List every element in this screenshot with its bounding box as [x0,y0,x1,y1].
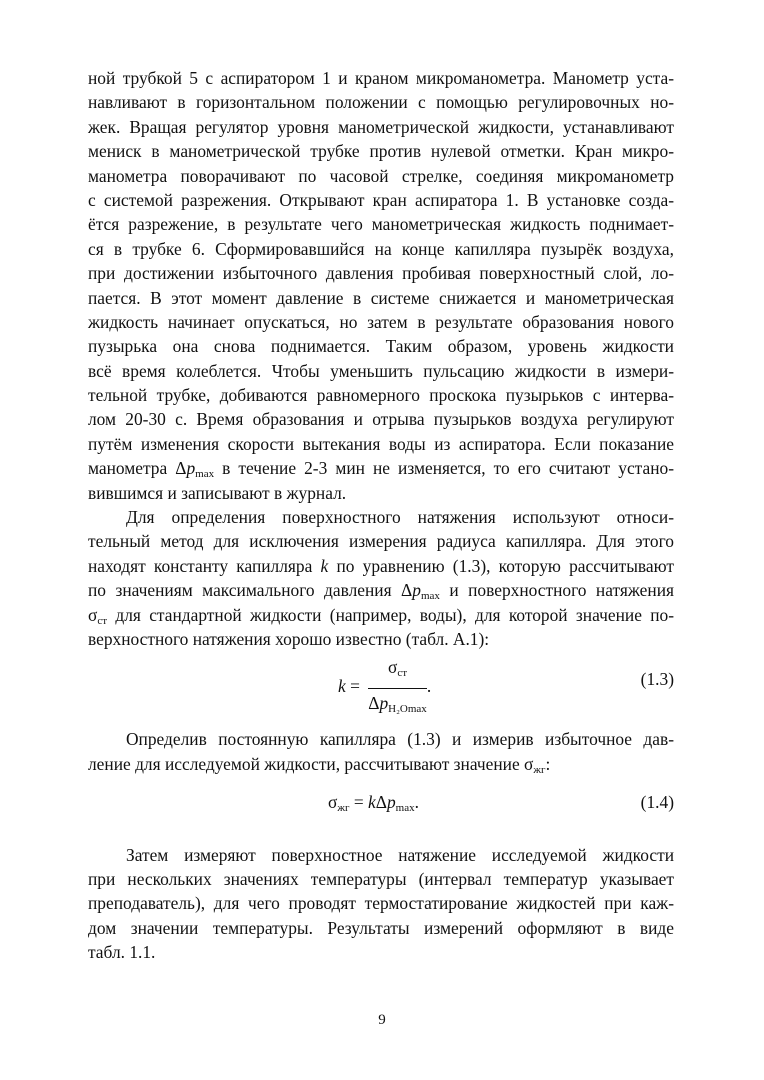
text-line: вившимся и записывают в журнал. [88,482,347,503]
text-line: навливают в горизонтальном положении с помощью регулировочных но- [88,92,674,113]
text-line: Определив постоянную капилляра (1.3) и измерив избыточное дав- [126,729,674,750]
paragraph-1 [88,66,674,505]
paragraph-4 [88,843,674,965]
text-fragment: находят константу капилляра [88,555,321,576]
fraction-numerator [368,655,427,688]
math-subscript: max [420,590,440,603]
fraction-denominator [368,689,427,721]
text-fragment: и поверхностного натяжения [439,580,674,601]
fraction [368,655,427,721]
math-punctuation: . [414,792,419,813]
text-line: Затем измеряют поверхностное натяжение исследуемой жидкости [126,844,674,865]
formula-1-4 [88,790,674,814]
text-line: с системой разрежения. Открывают кран аспиратора 1. В установке созда- [88,189,674,210]
text-line: Для определения поверхностного натяжения используют относи- [126,507,674,528]
text-line: преподаватель), для чего проводят термостатирование жидкостей при каж- [88,893,674,914]
math-subscript: H₂Omax [388,702,427,715]
text-fragment: по уравнению (1.3), которую рассчитывают [328,555,674,576]
text-line: при нескольких значениях температуры (интервал температур указывает [88,868,674,889]
text-line: табл. 1.1. [88,942,156,963]
text-line: дом значении температуры. Результаты измерений оформляют в виде [88,917,674,938]
math-symbol: Δ [368,692,380,713]
math-subscript: жг [533,763,546,776]
text-line [88,603,674,627]
text-line: при достижении избыточного давления пробивая поверхностный слой, ло- [88,263,674,284]
page-number: 9 [378,1012,386,1028]
text-line [88,456,674,480]
math-symbol: σ [328,792,338,813]
math-symbol: σ [88,604,98,625]
text-line: мениск в манометрической трубке против нулевой отметки. Кран микро- [88,141,674,162]
math-operator: = [345,676,365,697]
math-variable: p [386,792,396,813]
math-subscript: ст [97,614,108,627]
math-subscript: max [195,468,215,481]
math-variable: k [368,792,376,813]
text-line: всё время колеблется. Чтобы уменьшить пульсацию жидкости в измери- [88,360,674,381]
text-line: путём изменения скорости вытекания воды из аспиратора. Если показание [88,433,674,454]
formula-1-3 [88,651,674,721]
page-body [88,66,674,965]
text-line [88,578,674,602]
math-subscript: ст [397,667,408,680]
text-line: тельной трубке, добиваются равномерного проскока пузырьков с интерва- [88,385,674,406]
math-symbol: σ [387,657,398,678]
text-line: пузырька она снова поднимается. Таким образом, уровень жидкости [88,336,674,357]
math-symbol: Δ [375,792,387,813]
math-variable: k [320,555,329,576]
text-line: манометра поворачивают по часовой стрелке, соединяя микроманометр [88,165,674,186]
text-line: пается. В этот момент давление в системе снижается и манометрическая [88,287,674,308]
text-fragment: по значениям максимального давления Δ [88,580,413,601]
math-punctuation: . [426,676,432,697]
math-variable: k [338,676,346,697]
text-line: лом 20-30 с. Время образования и отрыва пузырьков воздуха регулируют [88,409,674,430]
text-line: жек. Вращая регулятор уровня манометрической жидкости, устанавливают [88,116,674,137]
text-line [88,554,674,578]
text-line [88,752,674,776]
paragraph-3 [88,727,674,776]
text-line: верхностного натяжения хорошо известно (табл. А.1): [88,628,490,649]
equation-number: (1.4) [640,792,674,813]
paragraph-2 [88,505,674,651]
formula-expression [338,655,431,721]
text-line: ётся разрежение, в результате чего манометрическая жидкость поднимает- [88,214,674,235]
math-variable: p [379,692,389,713]
math-subscript: жг [337,802,350,815]
text-fragment: ление для исследуемой жидкости, рассчитывают значение σ [88,753,534,774]
text-fragment: : [545,753,551,774]
math-subscript: max [395,802,415,815]
text-fragment: для стандартной жидкости (например, воды), для которой значение по- [107,604,674,625]
text-line: ся в трубке 6. Сформировавшийся на конце капилляра пузырёк воздуха, [88,238,674,259]
formula-expression [328,790,419,820]
text-line: тельный метод для исключения измерения радиуса капилляра. Для этого [88,531,674,552]
text-fragment: манометра Δ [88,458,187,479]
text-line: жидкость начинает опускаться, но затем в результате образования нового [88,311,674,332]
math-variable: p [412,580,421,601]
text-line: ной трубкой 5 с аспиратором 1 и краном микроманометра. Манометр уста- [88,68,674,88]
text-fragment: в течение 2-3 мин не изменяется, то его считают устано- [214,458,674,479]
math-operator: = [349,792,369,813]
math-variable: p [186,458,196,479]
equation-number: (1.3) [640,669,674,690]
